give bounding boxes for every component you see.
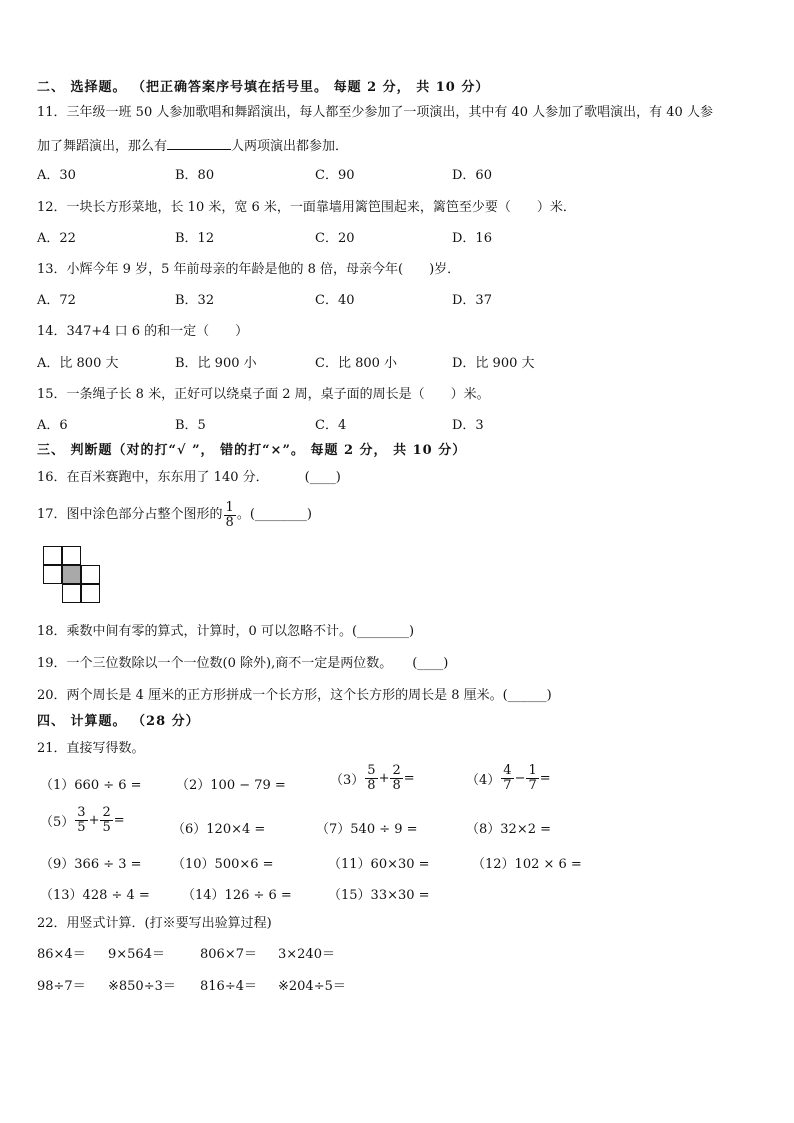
denominator: 8 [392, 778, 401, 793]
q12-option-c[interactable]: C．20 [315, 231, 355, 246]
denominator: 8 [367, 778, 376, 793]
q11-option-b[interactable]: B．80 [175, 168, 215, 183]
q11-option-c[interactable]: C．90 [315, 168, 355, 183]
q13-option-c[interactable]: C．40 [315, 293, 355, 308]
denominator: 7 [503, 778, 512, 793]
q16-text: 16．在百米赛跑中，东东用了 140 分． [37, 470, 269, 485]
numerator: 2 [392, 763, 401, 778]
q11-answer-blank[interactable] [167, 137, 231, 150]
denominator: 7 [528, 778, 537, 793]
q11-line2 [37, 137, 348, 155]
q21-item-5-frac1 [75, 806, 87, 835]
numerator: 2 [102, 805, 111, 820]
numerator: 5 [367, 763, 376, 778]
q21-item-3-label: （3） [330, 773, 365, 788]
q14-option-d[interactable]: D．比 900 大 [452, 356, 535, 371]
q22-problem-4: 3×240＝ [278, 947, 335, 962]
q21-item-8: （8）32×2 = [466, 822, 552, 837]
q22-problem-2: 9×564＝ [108, 947, 165, 962]
q21-item-10: （10）500×6 = [172, 857, 274, 872]
q21-item-4 [466, 764, 551, 793]
q14-text: 14．347+4 口 6 的和一定（ ） [37, 324, 249, 339]
q13-option-d[interactable]: D．37 [452, 293, 492, 308]
equals: = [403, 771, 415, 786]
q21-item-9: （9）366 ÷ 3 = [40, 857, 142, 872]
numerator: 3 [77, 805, 86, 820]
q12-text: 12．一块长方形菜地，长 10 米，宽 6 米，一面靠墙用篱笆围起来，篱笆至少要（ ）米． [37, 200, 576, 215]
q17-grid-figure [43, 546, 103, 606]
q17-text-pre: 17．图中涂色部分占整个图形的 [37, 507, 223, 522]
q15-text: 15．一条绳子长 8 米，正好可以绕桌子面 2 周，桌子面的周长是（ ）米。 [37, 387, 490, 402]
q21-item-5 [40, 806, 125, 835]
q15-option-d[interactable]: D．3 [452, 418, 484, 433]
q13-option-b[interactable]: B．32 [175, 293, 215, 308]
q22-problem-8: ※204÷5＝ [278, 979, 346, 994]
q19-answer-blank[interactable]: (____) [412, 656, 449, 671]
grid-cell [43, 565, 62, 584]
q17-fraction-numerator: 1 [225, 499, 234, 515]
q11-option-a[interactable]: A．30 [37, 168, 76, 183]
q12-option-a[interactable]: A．22 [37, 231, 76, 246]
q14-option-a[interactable]: A．比 800 大 [37, 356, 119, 371]
q21-item-5-label: （5） [40, 815, 75, 830]
denominator: 5 [102, 820, 111, 835]
q12-option-d[interactable]: D．16 [452, 231, 492, 246]
grid-cell [62, 584, 81, 603]
numerator: 4 [503, 763, 512, 778]
q21-item-3 [330, 764, 415, 793]
q12-option-b[interactable]: B．12 [175, 231, 215, 246]
grid-cell-shaded [62, 565, 81, 584]
q13-option-a[interactable]: A．72 [37, 293, 76, 308]
q14-option-c[interactable]: C．比 800 小 [315, 356, 398, 371]
q21-item-4-frac2 [526, 764, 538, 793]
q20-text: 20．两个周长是 4 厘米的正方形拼成一个长方形，这个长方形的周长是 8 厘米。(______) [37, 688, 552, 703]
q22-problem-3: 806×7＝ [200, 947, 257, 962]
q18-text: 18．乘数中间有零的算式，计算时，0 可以忽略不计。(________) [37, 624, 415, 639]
q21-item-14: （14）126 ÷ 6 = [182, 888, 292, 903]
grid-cell [81, 565, 100, 584]
equals: = [539, 771, 551, 786]
q11-line2-post: 人两项演出都参加． [231, 139, 349, 154]
q22-problem-6: ※850÷3＝ [108, 979, 176, 994]
operator: + [88, 813, 100, 828]
q21-item-3-frac2 [390, 764, 402, 793]
q14-option-b[interactable]: B．比 900 小 [175, 356, 257, 371]
q21-item-4-label: （4） [466, 773, 501, 788]
q21-item-2: （2）100 − 79 = [176, 778, 286, 793]
q19-line [37, 656, 448, 672]
q16-line [37, 470, 341, 486]
q21-item-13: （13）428 ÷ 4 = [40, 888, 150, 903]
q15-option-c[interactable]: C．4 [315, 418, 347, 433]
q22-problem-5: 98÷7＝ [37, 979, 86, 994]
numerator: 1 [528, 763, 537, 778]
q21-item-4-frac1 [501, 764, 513, 793]
q16-answer-blank[interactable]: (____) [304, 470, 341, 485]
q17-fraction-denominator: 8 [225, 514, 234, 530]
q15-option-b[interactable]: B．5 [175, 418, 206, 433]
q19-text: 19．一个三位数除以一个一位数(0 除外),商不一定是两位数。 [37, 656, 393, 671]
denominator: 5 [77, 820, 86, 835]
q21-item-3-frac1 [365, 764, 377, 793]
section-heading-choice: 二、 选择题。 （把正确答案序号填在括号里。 每题 2 分， 共 10 分） [37, 80, 490, 95]
q21-item-5-frac2 [100, 806, 112, 835]
q11-line1: 11．三年级一班 50 人参加歌唱和舞蹈演出，每人都至少参加了一项演出，其中有 40 人参加了歌唱演出，有 40 人参 [37, 105, 713, 120]
section-heading-judgement: 三、 判断题（对的打“√ ”， 错的打“×”。 每题 2 分， 共 10 分） [37, 443, 467, 458]
grid-cell [43, 546, 62, 565]
q22-problem-1: 86×4＝ [37, 947, 86, 962]
equals: = [113, 813, 125, 828]
q22-problem-7: 816÷4＝ [200, 979, 257, 994]
q13-text: 13．小辉今年 9 岁，5 年前母亲的年龄是他的 8 倍，母亲今年( )岁． [37, 262, 461, 277]
grid-cell [62, 546, 81, 565]
q11-option-d[interactable]: D．60 [452, 168, 492, 183]
q21-item-11: （11）60×30 = [328, 857, 430, 872]
section-heading-calculation: 四、 计算题。 （28 分） [37, 714, 200, 729]
q21-item-12: （12）102 × 6 = [472, 857, 582, 872]
q17-answer-blank[interactable]: 。(________) [236, 507, 312, 522]
q21-item-15: （15）33×30 = [328, 888, 430, 903]
q17-line [37, 500, 312, 530]
operator: − [514, 771, 526, 786]
q21-title: 21．直接写得数。 [37, 741, 145, 756]
q17-fraction [224, 501, 236, 530]
q21-item-1: （1）660 ÷ 6 = [40, 778, 142, 793]
q21-item-6: （6）120×4 = [172, 822, 266, 837]
q21-item-7: （7）540 ÷ 9 = [316, 822, 418, 837]
operator: + [378, 771, 390, 786]
grid-cell [81, 584, 100, 603]
q11-line2-pre: 加了舞蹈演出，那么有 [37, 139, 168, 154]
q15-option-a[interactable]: A．6 [37, 418, 68, 433]
q22-title: 22．用竖式计算．(打※要写出验算过程) [37, 916, 272, 931]
